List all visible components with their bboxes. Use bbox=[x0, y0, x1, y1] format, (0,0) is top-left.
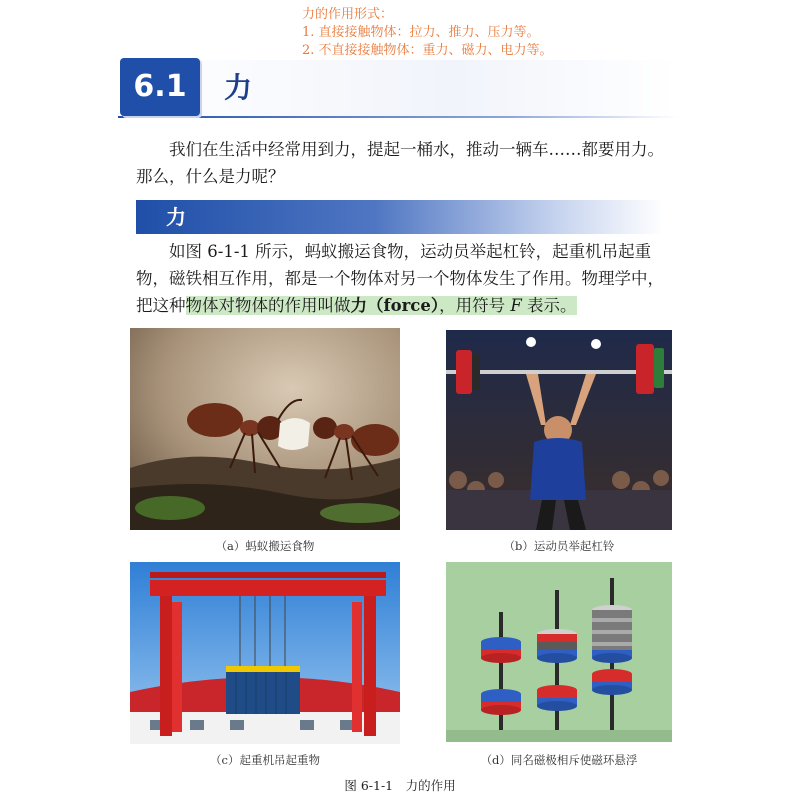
section-header-underline bbox=[118, 116, 678, 118]
definition-highlight bbox=[186, 296, 577, 315]
figure-title: 图 6-1-1 力的作用 bbox=[344, 778, 456, 793]
annotation-line: 1. 直接接触物体：拉力、推力、压力等。 bbox=[302, 25, 540, 40]
term-force: 力 bbox=[350, 296, 367, 315]
photo-crane bbox=[130, 562, 400, 744]
caption-b: （b）运动员举起杠铃 bbox=[503, 539, 615, 553]
definition-text: 表示。 bbox=[521, 296, 577, 315]
annotation-line: 力的作用形式： bbox=[302, 7, 394, 22]
definition-text: ，用符号 bbox=[439, 296, 511, 315]
section-number: 6.1 bbox=[120, 58, 200, 116]
annotation-line: 2. 不直接接触物体：重力、磁力、电力等。 bbox=[302, 43, 553, 58]
term-force-en: （force） bbox=[367, 296, 440, 315]
subsection-title: 力 bbox=[166, 205, 186, 229]
intro-paragraph: 我们在生活中经常用到力，提起一桶水，推动一辆车……都要用力。那么，什么是力呢？ bbox=[136, 140, 664, 186]
definition-paragraph bbox=[136, 238, 666, 319]
section-header-band bbox=[118, 60, 678, 118]
subsection-header-band bbox=[136, 200, 664, 234]
photo-ants bbox=[130, 328, 400, 530]
illustration-magnet-rings bbox=[446, 562, 672, 742]
definition-text: 物体对物体的作用叫做 bbox=[185, 296, 351, 315]
section-title: 力 bbox=[224, 71, 253, 104]
definition-text: 如图 6-1-1 所示，蚂蚁搬运食物，运动员举起杠铃，起重机吊起重物，磁铁相互作用，都是一个物体对另一个物体发生了作用。物理学中，把这种 bbox=[136, 242, 664, 315]
caption-c: （c）起重机吊起重物 bbox=[210, 753, 320, 767]
photo-weightlifter bbox=[446, 330, 672, 530]
caption-a: （a）蚂蚁搬运食物 bbox=[215, 539, 315, 553]
caption-d: （d）同名磁极相斥使磁环悬浮 bbox=[480, 753, 638, 767]
force-symbol: F bbox=[510, 296, 522, 315]
